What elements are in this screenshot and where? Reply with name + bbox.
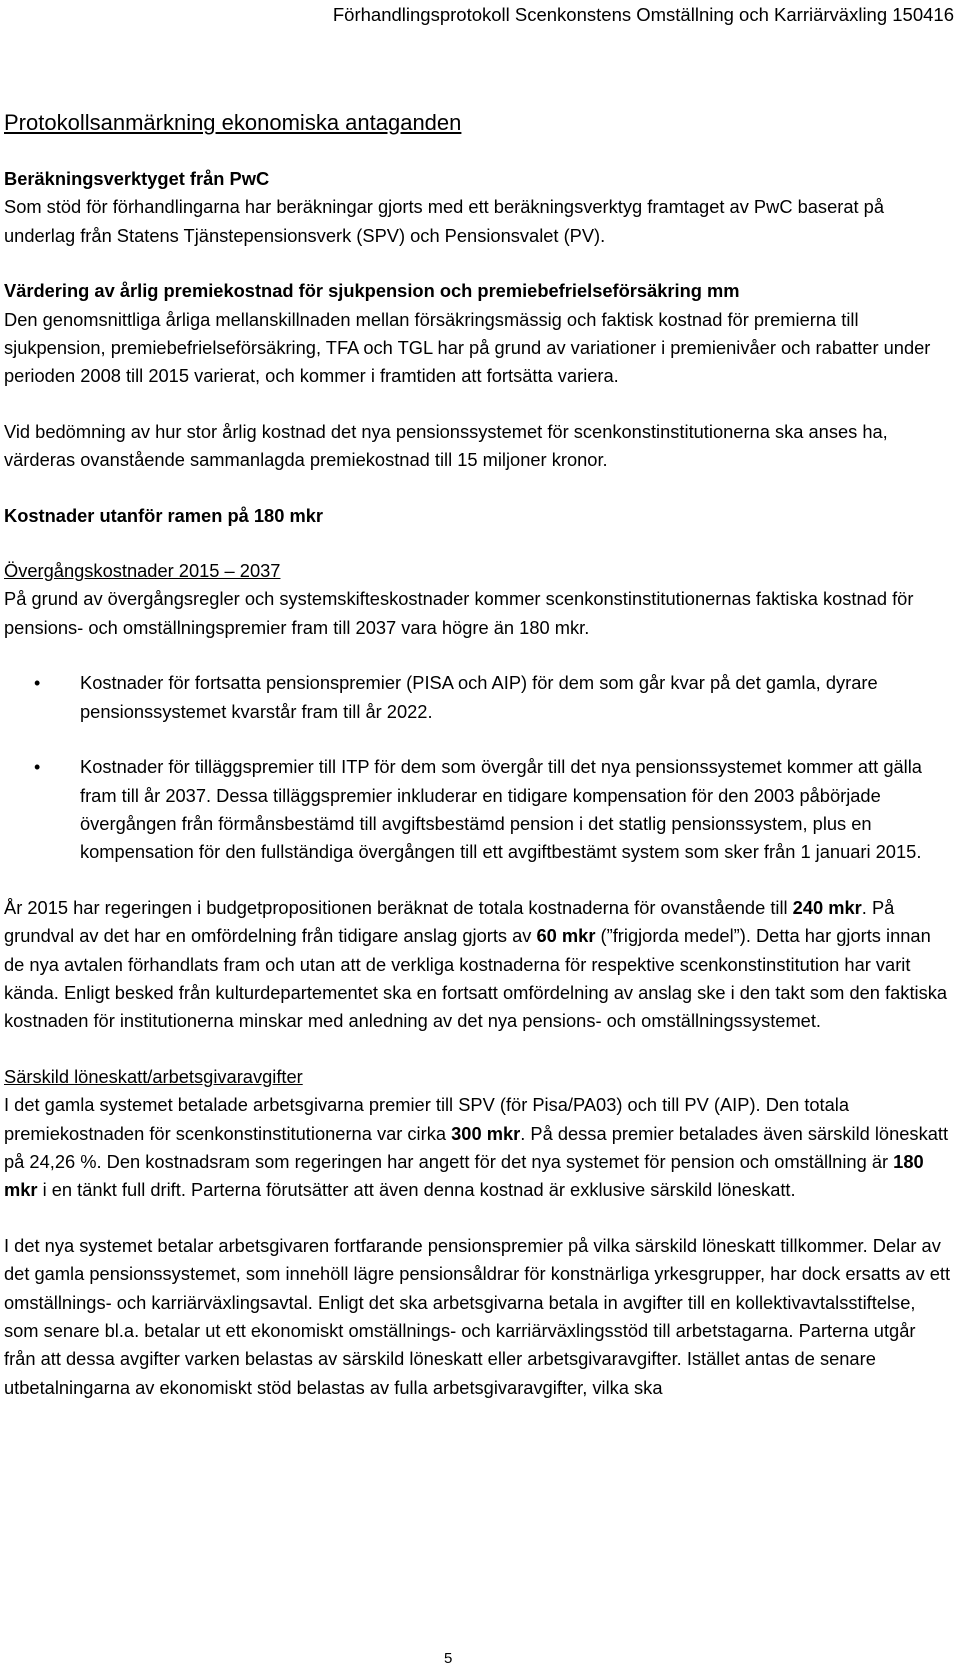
amount-180: 180 mkr xyxy=(4,1150,924,1201)
text-span: . På dessa premier betalades även särskild löneskatt på 24,26 %. Den kostnadsram som regeringen har angett för det nya systemet för pension och omställning är xyxy=(4,1122,949,1172)
section-heading-costs-outside: Kostnader utanför ramen på 180 mkr xyxy=(4,504,324,526)
paragraph-valuation: Den genomsnittliga årliga mellanskillnaden mellan försäkringsmässig och faktisk kostnad för premierna till sjukpension, premiebefrielseförsäkring, TFA och TGL har på grund av variationer i premienivåer och rabatter under perioden 2008 till 2015 varierat, och kommer i framtiden att fortsätta variera. xyxy=(4,308,931,387)
paragraph-new-system: I det nya systemet betalar arbetsgivaren fortfarande pensionspremier på vilka särskild löneskatt tillkommer. Delar av det gamla pensionssystemet, som innehöll lägre pensionsåldrar för konstnärliga yrkesgrupper, har dock ersatts av ett omställnings- och karriärväxlingsavtal. Enligt det ska arbetsgivarna betala in avgifter till en kollektivavtalsstiftelse, som senare bl.a. betalar ut ett ekonomiskt omställnings- och karriärväxlingsstöd till arbetstagarna. Parterna utgår från att dessa avgifter varken belastas av särskild löneskatt eller arbetsgivaravgifter. Istället antas de senare utbetalningarna av ekonomiskt stöd belastas av fulla arbetsgivaravgifter, vilka ska xyxy=(4,1234,951,1398)
paragraph-assessment: Vid bedömning av hur stor årlig kostnad det nya pensionssystemet för scenkonstinstitutionerna ska anses ha, värderas ovanstående sammanlagda premiekostnad till 15 miljoner kronor. xyxy=(4,420,888,471)
amount-60: 60 mkr xyxy=(536,925,596,947)
list-item-text: Kostnader för tilläggspremier till ITP för dem som övergår till det nya pensionssystemet kommer att gälla fram till år 2037. Dessa tilläggspremier inkluderar en tidigare kompensation för den 2003 påbörjade övergången från förmånsbestämd till avgiftsbestämd pension i det statlig pensionssystem, plus en kompensation för den fullständiga övergången till ett avgiftbestämt system som sker från 1 januari 2015. xyxy=(80,756,922,863)
paragraph-pwc: Som stöd för förhandlingarna har beräkningar gjorts med ett beräkningsverktyg framtaget av PwC baserat på underlag från Statens Tjänstepensionsverk (SPV) och Pensionsvalet (PV). xyxy=(4,196,884,246)
paragraph-transition-costs: På grund av övergångsregler och systemskifteskostnader kommer scenkonstinstitutionernas faktiska kostnad för pensions- och omställningspremier fram till 2037 vara högre än 180 mkr. xyxy=(4,588,914,638)
amount-240: 240 mkr xyxy=(792,896,862,918)
amount-300: 300 mkr xyxy=(451,1122,521,1144)
document-title: Protokollsanmärkning ekonomiska antaganden xyxy=(4,110,462,135)
text-span: . På grundval av det har en omfördelning från tidigare anslag gjorts av xyxy=(4,896,895,947)
subheading-payroll-tax: Särskild löneskatt/arbetsgivaravgifter xyxy=(4,1065,303,1087)
list-item xyxy=(4,669,952,726)
text-span: i en tänkt full drift. Parterna förutsätter att även denna kostnad är exklusive särskild löneskatt. xyxy=(37,1179,796,1201)
bullet-list xyxy=(4,669,952,866)
list-item-text: Kostnader för fortsatta pensionspremier (PISA och AIP) för dem som går kvar på det gamla, dyrare pensionssystemet kvarstår fram till år 2022. xyxy=(80,672,878,722)
document-body xyxy=(4,108,952,1402)
subheading-transition-costs: Övergångskostnader 2015 – 2037 xyxy=(4,560,281,582)
section-heading-valuation: Värdering av årlig premiekostnad för sjukpension och premiebefrielseförsäkring mm xyxy=(4,280,740,302)
running-header: Förhandlingsprotokoll Scenkonstens Omställning och Karriärväxling 150416 xyxy=(332,4,954,25)
bullet-icon: • xyxy=(34,673,41,694)
text-span: År 2015 har regeringen i budgetpropositionen beräknat de totala kostnaderna för ovanstående till xyxy=(4,896,793,918)
paragraph-budget xyxy=(4,894,952,1036)
text-span: (”frigjorda medel”). Detta har gjorts innan de nya avtalen förhandlats fram och utan att de verkliga kostnaderna för respektive scenkonstinstitution har varit kända. Enligt besked från kulturdepartementet ska en fortsatt omfördelning av anslag ske i den takt som den faktiska kostnaden för institutionerna minskar med anledning av det nya pensions- och omställningssystemet. xyxy=(4,925,948,1032)
bullet-icon: • xyxy=(34,757,41,778)
text-span: I det gamla systemet betalade arbetsgivarna premier till SPV (för Pisa/PA03) och till PV (AIP). Den totala premiekostnaden för scenkonstinstitutionerna var cirka xyxy=(4,1094,850,1144)
page-number: 5 xyxy=(444,1650,453,1667)
list-item xyxy=(4,753,952,867)
section-heading-pwc: Beräkningsverktyget från PwC xyxy=(4,168,270,189)
paragraph-old-system xyxy=(4,1091,952,1205)
